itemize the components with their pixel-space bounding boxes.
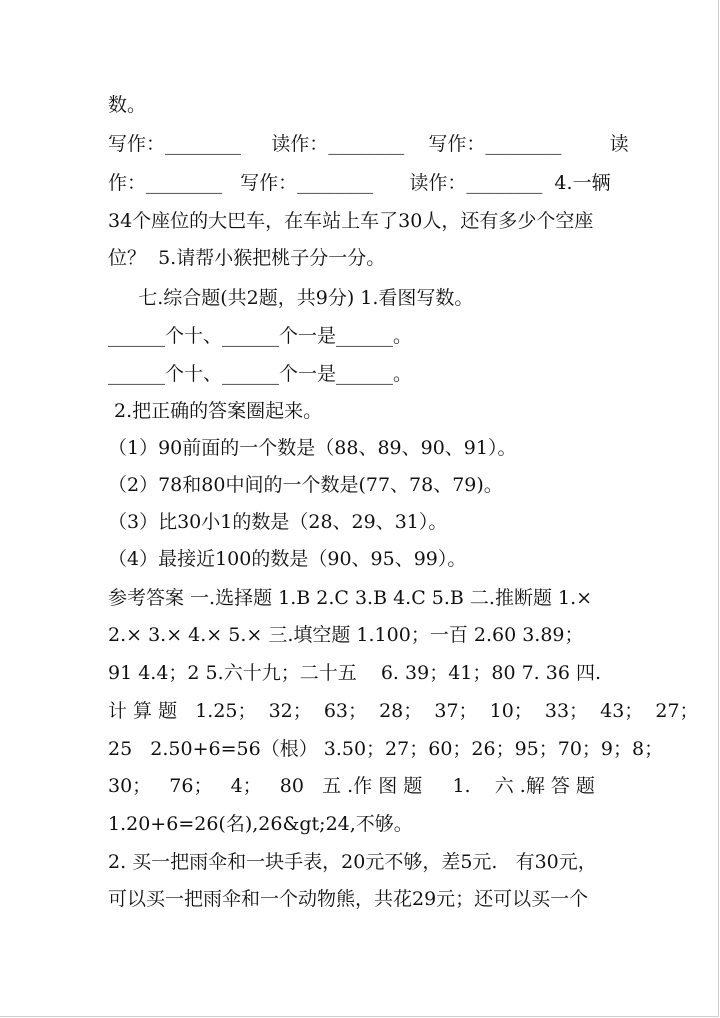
text-line-2: 写作：________ 读作：________ 写作：________ 读: [108, 133, 629, 155]
text-line-12: （3）比30小1的数是（28、29、31）。: [108, 511, 448, 533]
text-line-17: 计 算 题 1.25； 32； 63； 28； 37； 10； 33； 43； 27；: [108, 700, 699, 722]
text-line-3: 作：________ 写作：________ 读作：________ 4.一辆: [108, 172, 611, 194]
text-line-8: ______个十、______个一是______。: [108, 363, 413, 385]
text-line-11: （2）78和80中间的一个数是(77、78、79)。: [108, 474, 503, 496]
text-line-22: 可以买一把雨伞和一个动物熊，共花29元；还可以买一个: [108, 888, 589, 910]
text-line-13: （4）最接近100的数是（90、95、99）。: [108, 548, 467, 570]
text-line-18: 25 2.50+6=56（根） 3.50；27；60；26；95；70；9；8；: [108, 738, 664, 760]
answer-key-heading: 参考答案 一.选择题 1.B 2.C 3.B 4.C 5.B 二.推断题 1.×: [108, 587, 593, 609]
text-line-5: 位？ 5.请帮小猴把桃子分一分。: [108, 247, 386, 269]
text-line-21: 2. 买一把雨伞和一块手表，20元不够，差5元. 有30元，: [108, 851, 597, 873]
text-line-19: 30； 76； 4； 80 五 .作 图 题 1. 六 .解 答 题: [108, 775, 595, 797]
text-line-10: （1）90前面的一个数是（88、89、90、91）。: [108, 437, 517, 459]
section-heading: 七.综合题(共2题，共9分) 1.看图写数。: [108, 287, 474, 309]
text-line-20: 1.20+6=26(名),26&gt;24,不够。: [108, 813, 413, 835]
text-line-1: 数。: [108, 94, 147, 116]
text-line-7: ______个十、______个一是______。: [108, 325, 413, 347]
text-line-9: 2.把正确的答案圈起来。: [108, 400, 323, 422]
text-line-16: 91 4.4；2 5.六十九；二十五 6. 39；41；80 7. 36 四.: [108, 662, 602, 684]
text-line-4: 34个座位的大巴车，在车站上车了30人，还有多少个空座: [108, 210, 594, 232]
text-line-15: 2.× 3.× 4.× 5.× 三.填空题 1.100；一百 2.60 3.89；: [108, 624, 584, 646]
